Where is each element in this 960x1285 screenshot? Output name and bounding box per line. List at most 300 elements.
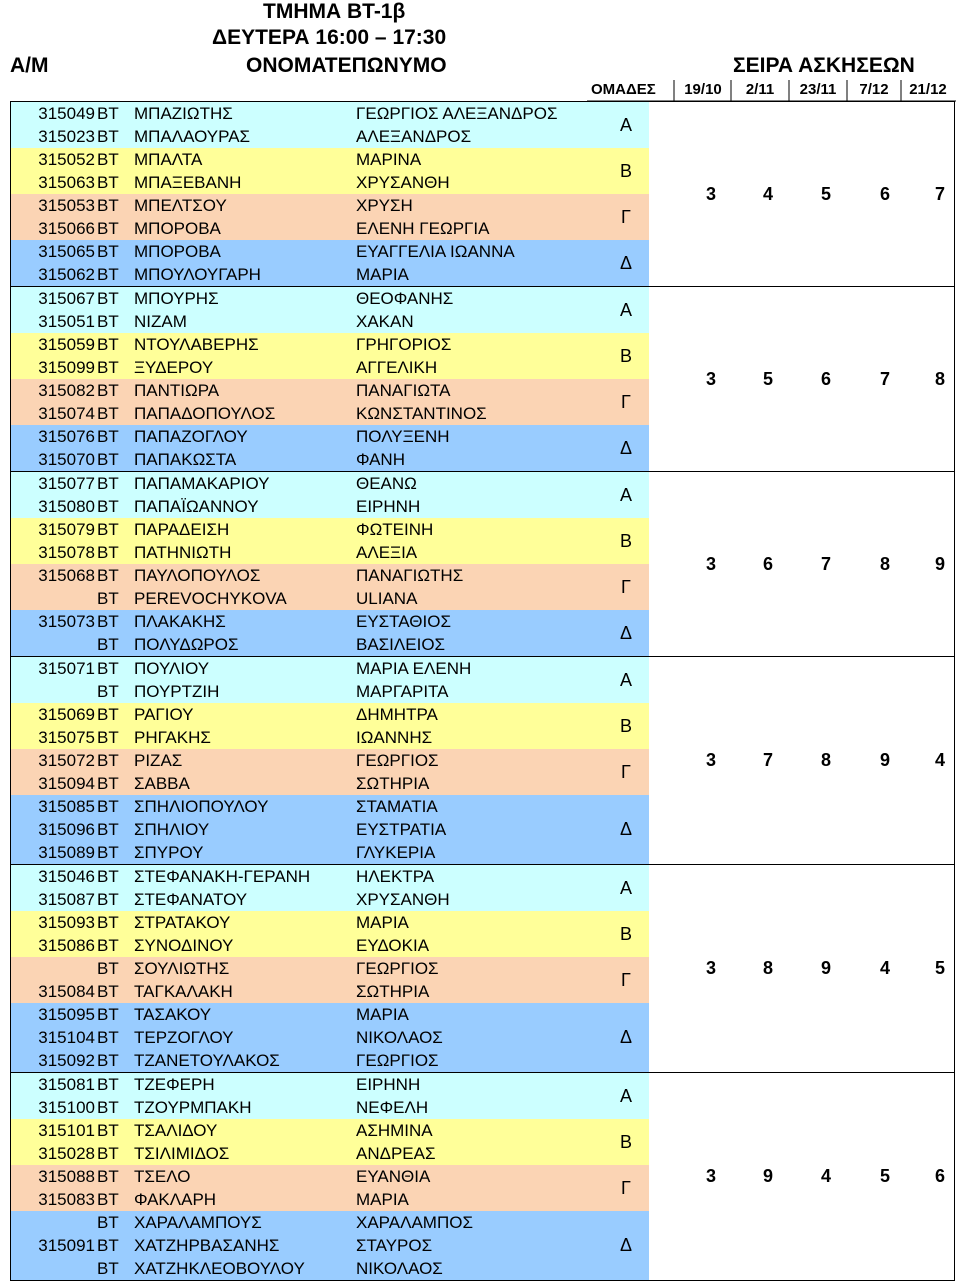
subgroup-letter: Α (619, 115, 632, 135)
subgroup-letter: Δ (619, 819, 633, 839)
student-name: ΘΕΑΝΩ (356, 474, 417, 493)
student-name: ΒΑΣΙΛΕΙΟΣ (356, 635, 446, 654)
subgroup (11, 865, 649, 911)
student-dept: ΒΤ (97, 520, 119, 539)
student-name: ΚΩΝΣΤΑΝΤΙΝΟΣ (356, 404, 487, 423)
session-number: 7 (762, 750, 773, 770)
table-row (11, 703, 591, 726)
student-am: 315076 (38, 427, 95, 446)
student-am: 315084 (38, 982, 95, 1001)
table-row (11, 980, 591, 1003)
student-dept: ΒΤ (97, 589, 119, 608)
subgroup-letter: Γ (621, 207, 631, 227)
student-dept: ΒΤ (97, 1075, 119, 1094)
table-row (11, 402, 591, 425)
session-number: 6 (934, 1166, 945, 1186)
student-dept: ΒΤ (97, 265, 119, 284)
student-am: 315080 (38, 497, 95, 516)
subgroup-letter: Β (619, 716, 632, 736)
student-surname: ΜΠΟΡΟΒΑ (134, 219, 221, 238)
student-name: ΣΩΤΗΡΙΑ (356, 774, 430, 793)
student-name: ΧΡΥΣΑΝΘΗ (356, 173, 450, 192)
student-surname: ΜΠΟΡΟΒΑ (134, 242, 221, 261)
table-row (11, 125, 591, 148)
student-dept: ΒΤ (97, 982, 119, 1001)
table-row (11, 425, 591, 448)
student-surname: ΧΑΤΖΗΚΛΕΟΒΟΥΛΟΥ (134, 1259, 305, 1278)
student-group (10, 1072, 955, 1281)
student-am: 315052 (38, 150, 95, 169)
table-row (11, 680, 591, 703)
session-number: 3 (705, 958, 716, 978)
student-surname: ΠΟΥΡΤΖΙΗ (134, 682, 220, 701)
student-am: 315070 (38, 450, 95, 469)
student-name: ΧΑΡΑΛΑΜΠΟΣ (356, 1213, 473, 1232)
student-surname: ΤΣΙΛΙΜΙΔΟΣ (134, 1144, 230, 1163)
student-dept: ΒΤ (97, 335, 119, 354)
date-header: 21/12 (909, 81, 947, 98)
student-dept: ΒΤ (97, 1121, 119, 1140)
student-name: ΣΤΑΥΡΟΣ (356, 1236, 433, 1255)
student-am: 315099 (38, 358, 95, 377)
session-number: 5 (879, 1166, 890, 1186)
student-name: ΧΡΥΣΗ (356, 196, 413, 215)
student-group (10, 286, 955, 472)
student-am: 315092 (38, 1051, 95, 1070)
student-dept: ΒΤ (97, 959, 119, 978)
student-name: ΜΑΡΙΝΑ (356, 150, 422, 169)
student-am: 315086 (38, 936, 95, 955)
session-number: 5 (934, 958, 945, 978)
table-row (11, 287, 591, 310)
table-row (11, 1003, 591, 1026)
student-surname: ΠΑΤΗΝΙΩΤΗ (134, 543, 232, 562)
student-dept: ΒΤ (97, 1213, 119, 1232)
student-dept: ΒΤ (97, 1005, 119, 1024)
session-number: 3 (705, 369, 716, 389)
student-surname: ΤΣΑΛΙΔΟΥ (134, 1121, 218, 1140)
student-name: ΑΛΕΞΑΝΔΡΟΣ (356, 127, 472, 146)
session-number: 8 (879, 554, 890, 574)
student-dept: ΒΤ (97, 381, 119, 400)
student-surname: ΣΤΡΑΤΑΚΟΥ (134, 913, 231, 932)
table-row (11, 610, 591, 633)
student-dept: ΒΤ (97, 196, 119, 215)
student-am: 315046 (38, 867, 95, 886)
student-dept: ΒΤ (97, 612, 119, 631)
table-row (11, 726, 591, 749)
session-number: 3 (705, 554, 716, 574)
table-row (11, 518, 591, 541)
student-surname: ΤΑΓΚΑΛΑΚΗ (134, 982, 233, 1001)
student-dept: ΒΤ (97, 682, 119, 701)
session-number: 9 (934, 554, 945, 574)
student-name: ΕΙΡΗΝΗ (356, 1075, 421, 1094)
name-column-header: ΟΝΟΜΑΤΕΠΩΝΥΜΟ (246, 54, 447, 77)
student-name: ΗΛΕΚΤΡΑ (356, 867, 435, 886)
student-name: ΜΑΡΙΑ (356, 1005, 409, 1024)
student-surname: ΜΠΟΥΛΟΥΓΑΡΗ (134, 265, 261, 284)
subgroup (11, 333, 649, 379)
subgroup-letter: Β (619, 346, 632, 366)
subgroup (11, 564, 649, 610)
student-surname: ΡΑΓΙΟΥ (134, 705, 194, 724)
student-dept: ΒΤ (97, 543, 119, 562)
subgroup (11, 911, 649, 957)
student-group (10, 864, 955, 1073)
student-am: 315096 (38, 820, 95, 839)
subgroup-letter: Γ (621, 392, 631, 412)
student-surname: ΝΙΖΑΜ (134, 312, 187, 331)
student-name: ΣΤΑΜΑΤΙΑ (356, 797, 438, 816)
session-number: 8 (820, 750, 831, 770)
student-am: 315062 (38, 265, 95, 284)
table-row (11, 217, 591, 240)
student-name: ΕΥΣΤΑΘΙΟΣ (356, 612, 451, 631)
subgroup (11, 795, 649, 864)
student-surname: ΠΑΠΑΚΩΣΤΑ (134, 450, 237, 469)
table-row (11, 171, 591, 194)
student-am: 315075 (38, 728, 95, 747)
student-am: 315066 (38, 219, 95, 238)
session-number: 3 (705, 184, 716, 204)
am-column-header: Α/Μ (10, 54, 49, 77)
table-row (11, 865, 591, 888)
student-dept: ΒΤ (97, 289, 119, 308)
subgroup-letter: Δ (619, 253, 633, 273)
subgroup (11, 1211, 649, 1280)
student-name: ΜΑΡΓΑΡΙΤΑ (356, 682, 449, 701)
student-am: 315081 (38, 1075, 95, 1094)
session-number: 7 (879, 369, 890, 389)
table-row (11, 448, 591, 471)
student-dept: ΒΤ (97, 1144, 119, 1163)
student-name: ΝΙΚΟΛΑΟΣ (356, 1259, 443, 1278)
student-dept: ΒΤ (97, 936, 119, 955)
student-dept: ΒΤ (97, 150, 119, 169)
student-dept: ΒΤ (97, 474, 119, 493)
student-surname: ΜΠΑΞΕΒΑΝΗ (134, 173, 242, 192)
student-name: ΝΕΦΕΛΗ (356, 1098, 429, 1117)
student-surname: ΜΠΑΛΤΑ (134, 150, 203, 169)
subgroup-letter: Β (619, 924, 632, 944)
table-row (11, 333, 591, 356)
student-surname: ΣΑΒΒΑ (134, 774, 190, 793)
table-row (11, 587, 591, 610)
student-dept: ΒΤ (97, 566, 119, 585)
student-dept: ΒΤ (97, 312, 119, 331)
student-surname: ΝΤΟΥΛΑΒΕΡΗΣ (134, 335, 259, 354)
table-row (11, 1119, 591, 1142)
student-name: ΦΩΤΕΙΝΗ (356, 520, 434, 539)
student-surname: ΤΑΣΑΚΟΥ (134, 1005, 212, 1024)
student-am: 315028 (38, 1144, 95, 1163)
session-schedule (691, 1073, 956, 1280)
session-number: 3 (705, 1166, 716, 1186)
student-dept: ΒΤ (97, 705, 119, 724)
student-name: ΕΛΕΝΗ ΓΕΩΡΓΙΑ (356, 219, 490, 238)
student-dept: ΒΤ (97, 843, 119, 862)
student-dept: ΒΤ (97, 1028, 119, 1047)
student-surname: ΡΗΓΑΚΗΣ (134, 728, 211, 747)
subgroup (11, 1073, 649, 1119)
student-name: ΠΑΝΑΓΙΩΤΑ (356, 381, 451, 400)
student-name: ΔΗΜΗΤΡΑ (356, 705, 438, 724)
student-am: 315051 (38, 312, 95, 331)
student-group (10, 656, 955, 865)
subgroup-letter: Γ (621, 970, 631, 990)
table-row (11, 1234, 591, 1257)
table-row (11, 772, 591, 795)
subgroup (11, 749, 649, 795)
subgroup-letter: Δ (619, 623, 633, 643)
student-surname: ΠΑΠΑΔΟΠΟΥΛΟΣ (134, 404, 276, 423)
session-number: 5 (820, 184, 831, 204)
table-row (11, 1211, 591, 1234)
student-am: 315073 (38, 612, 95, 631)
student-dept: ΒΤ (97, 797, 119, 816)
session-number: 8 (934, 369, 945, 389)
student-am: 315059 (38, 335, 95, 354)
student-am: 315078 (38, 543, 95, 562)
session-number: 6 (820, 369, 831, 389)
student-surname: ΣΟΥΛΙΩΤΗΣ (134, 959, 230, 978)
student-am: 315094 (38, 774, 95, 793)
student-am: 315074 (38, 404, 95, 423)
student-surname: ΜΠΕΛΤΣΟΥ (134, 196, 227, 215)
table-row (11, 957, 591, 980)
student-name: ΜΑΡΙΑ (356, 1190, 409, 1209)
student-dept: ΒΤ (97, 219, 119, 238)
subgroup (11, 194, 649, 240)
date-header: 23/11 (799, 81, 837, 98)
subgroup-letter: Α (619, 878, 632, 898)
table-row (11, 356, 591, 379)
student-surname: ΧΑΤΖΗΡΒΑΣΑΝΗΣ (134, 1236, 280, 1255)
student-am: 315083 (38, 1190, 95, 1209)
table-row (11, 657, 591, 680)
student-name: ΕΥΔΟΚΙΑ (356, 936, 430, 955)
student-name: ΓΛΥΚΕΡΙΑ (356, 843, 436, 862)
subgroup (11, 518, 649, 564)
subgroup (11, 287, 649, 333)
student-name: ΠΑΝΑΓΙΩΤΗΣ (356, 566, 464, 585)
student-name: ΓΕΩΡΓΙΟΣ (356, 959, 439, 978)
table-row (11, 1165, 591, 1188)
page-title: ΤΜΗΜΑ ΒΤ-1β (263, 0, 406, 23)
table-row (11, 310, 591, 333)
table-row (11, 379, 591, 402)
student-dept: ΒΤ (97, 1259, 119, 1278)
student-dept: ΒΤ (97, 427, 119, 446)
student-dept: ΒΤ (97, 751, 119, 770)
student-surname: ΠΑΠΑΖΟΓΛΟΥ (134, 427, 248, 446)
student-name: ΑΓΓΕΛΙΚΗ (356, 358, 438, 377)
table-row (11, 240, 591, 263)
subgroup-letter: Α (619, 1086, 632, 1106)
session-schedule (691, 287, 956, 471)
session-number: 7 (934, 184, 945, 204)
student-am: 315068 (38, 566, 95, 585)
student-name: ΑΝΔΡΕΑΣ (356, 1144, 436, 1163)
student-group (10, 101, 955, 287)
header-grid-lines (0, 0, 960, 102)
subgroup-letter: Δ (619, 438, 633, 458)
student-surname: ΤΖΟΥΡΜΠΑΚΗ (134, 1098, 252, 1117)
subgroup-letter: Α (619, 485, 632, 505)
table-row (11, 1188, 591, 1211)
session-schedule (691, 472, 956, 656)
student-am: 315082 (38, 381, 95, 400)
student-surname: ΣΤΕΦΑΝΑΤΟΥ (134, 890, 248, 909)
student-surname: PEREVOCHYKOVA (134, 589, 287, 608)
student-dept: ΒΤ (97, 1167, 119, 1186)
subgroup (11, 610, 649, 656)
subgroup-letter: Δ (619, 1235, 633, 1255)
student-am: 315093 (38, 913, 95, 932)
session-schedule (691, 657, 956, 864)
student-am: 315091 (38, 1236, 95, 1255)
table-row (11, 102, 591, 125)
subgroup (11, 102, 649, 148)
student-surname: ΠΑΠΑΜΑΚΑΡΙΟΥ (134, 474, 270, 493)
session-number: 4 (762, 184, 773, 204)
student-am: 315053 (38, 196, 95, 215)
student-name: ΧΑΚΑΝ (356, 312, 414, 331)
student-surname: ΠΟΥΛΙΟΥ (134, 659, 210, 678)
student-am: 315077 (38, 474, 95, 493)
subgroup (11, 240, 649, 286)
table-row (11, 541, 591, 564)
groups-column-header: ΟΜΑΔΕΣ (591, 81, 656, 98)
session-number: 7 (820, 554, 831, 574)
session-number: 9 (820, 958, 831, 978)
student-dept: ΒΤ (97, 635, 119, 654)
table-row (11, 633, 591, 656)
subgroup (11, 148, 649, 194)
table-row (11, 841, 591, 864)
session-schedule (691, 865, 956, 1072)
student-name: ΕΥΑΝΘΙΑ (356, 1167, 431, 1186)
student-am: 315023 (38, 127, 95, 146)
date-header: 7/12 (859, 81, 889, 98)
subgroup-letter: Γ (621, 577, 631, 597)
schedule-time: ΔΕΥΤΕΡΑ 16:00 – 17:30 (212, 26, 447, 49)
subgroup (11, 703, 649, 749)
student-surname: ΤΖΑΝΕΤΟΥΛΑΚΟΣ (134, 1051, 280, 1070)
student-am: 315063 (38, 173, 95, 192)
student-group (10, 471, 955, 657)
table-row (11, 1142, 591, 1165)
student-name: ΝΙΚΟΛΑΟΣ (356, 1028, 443, 1047)
student-name: ΜΑΡΙΑ (356, 265, 409, 284)
table-row (11, 1096, 591, 1119)
table-row (11, 263, 591, 286)
student-groups-table (10, 101, 955, 1281)
student-surname: ΣΠΗΛΙΟΠΟΥΛΟΥ (134, 797, 269, 816)
table-row (11, 1049, 591, 1072)
student-dept: ΒΤ (97, 497, 119, 516)
student-am: 315085 (38, 797, 95, 816)
student-dept: ΒΤ (97, 1051, 119, 1070)
student-name: ΓΕΩΡΓΙΟΣ ΑΛΕΞΑΝΔΡΟΣ (356, 104, 558, 123)
student-am: 315089 (38, 843, 95, 862)
student-surname: ΣΤΕΦΑΝΑΚΗ-ΓΕΡΑΝΗ (134, 867, 311, 886)
student-surname: ΠΑΝΤΙΩΡΑ (134, 381, 220, 400)
subgroup (11, 1119, 649, 1165)
table-row (11, 888, 591, 911)
student-name: ΕΥΑΓΓΕΛΙΑ ΙΩΑΝΝΑ (356, 242, 515, 261)
date-header: 2/11 (745, 81, 775, 98)
student-surname: ΠΑΠΑΪΩΑΝΝΟΥ (134, 497, 259, 516)
student-name: ΓΕΩΡΓΙΟΣ (356, 1051, 439, 1070)
student-surname: ΠΟΛΥΔΩΡΟΣ (134, 635, 239, 654)
student-name: ΑΛΕΞΙΑ (356, 543, 418, 562)
table-row (11, 795, 591, 818)
table-row (11, 911, 591, 934)
subgroup-letter: Γ (621, 1178, 631, 1198)
subgroup-letter: Α (619, 300, 632, 320)
subgroup (11, 657, 649, 703)
table-row (11, 148, 591, 171)
student-surname: ΠΑΡΑΔΕΙΣΗ (134, 520, 230, 539)
student-dept: ΒΤ (97, 450, 119, 469)
student-surname: ΧΑΡΑΛΑΜΠΟΥΣ (134, 1213, 262, 1232)
student-dept: ΒΤ (97, 659, 119, 678)
table-row (11, 472, 591, 495)
subgroup-letter: Γ (621, 762, 631, 782)
table-row (11, 1257, 591, 1280)
student-surname: ΣΥΝΟΔΙΝΟΥ (134, 936, 234, 955)
student-dept: ΒΤ (97, 1098, 119, 1117)
student-am: 315100 (38, 1098, 95, 1117)
student-surname: ΤΣΕΛΟ (134, 1167, 191, 1186)
student-dept: ΒΤ (97, 867, 119, 886)
subgroup (11, 957, 649, 1003)
student-name: ΘΕΟΦΑΝΗΣ (356, 289, 454, 308)
student-name: ΕΙΡΗΝΗ (356, 497, 421, 516)
student-name: ΓΡΗΓΟΡΙΟΣ (356, 335, 452, 354)
student-name: ΜΑΡΙΑ ΕΛΕΝΗ (356, 659, 472, 678)
student-am: 315065 (38, 242, 95, 261)
subgroup (11, 472, 649, 518)
student-surname: ΜΠΟΥΡΗΣ (134, 289, 219, 308)
session-schedule (691, 102, 956, 286)
table-row (11, 818, 591, 841)
session-number: 9 (879, 750, 890, 770)
student-surname: ΣΠΥΡΟΥ (134, 843, 204, 862)
table-row (11, 564, 591, 587)
student-surname: ΣΠΗΛΙΟΥ (134, 820, 210, 839)
subgroup-letter: Β (619, 1132, 632, 1152)
subgroup (11, 379, 649, 425)
student-am: 315095 (38, 1005, 95, 1024)
table-row (11, 1073, 591, 1096)
session-number: 4 (820, 1166, 831, 1186)
student-surname: ΞΥΔΕΡΟΥ (134, 358, 214, 377)
student-name: ULIANA (356, 589, 418, 608)
student-name: ΧΡΥΣΑΝΘΗ (356, 890, 450, 909)
student-surname: ΜΠΑΛΑΟΥΡΑΣ (134, 127, 251, 146)
student-dept: ΒΤ (97, 728, 119, 747)
student-dept: ΒΤ (97, 242, 119, 261)
table-row (11, 194, 591, 217)
student-am: 315079 (38, 520, 95, 539)
student-surname: ΠΑΥΛΟΠΟΥΛΟΣ (134, 566, 261, 585)
table-row (11, 1026, 591, 1049)
session-number: 3 (705, 750, 716, 770)
student-dept: ΒΤ (97, 890, 119, 909)
